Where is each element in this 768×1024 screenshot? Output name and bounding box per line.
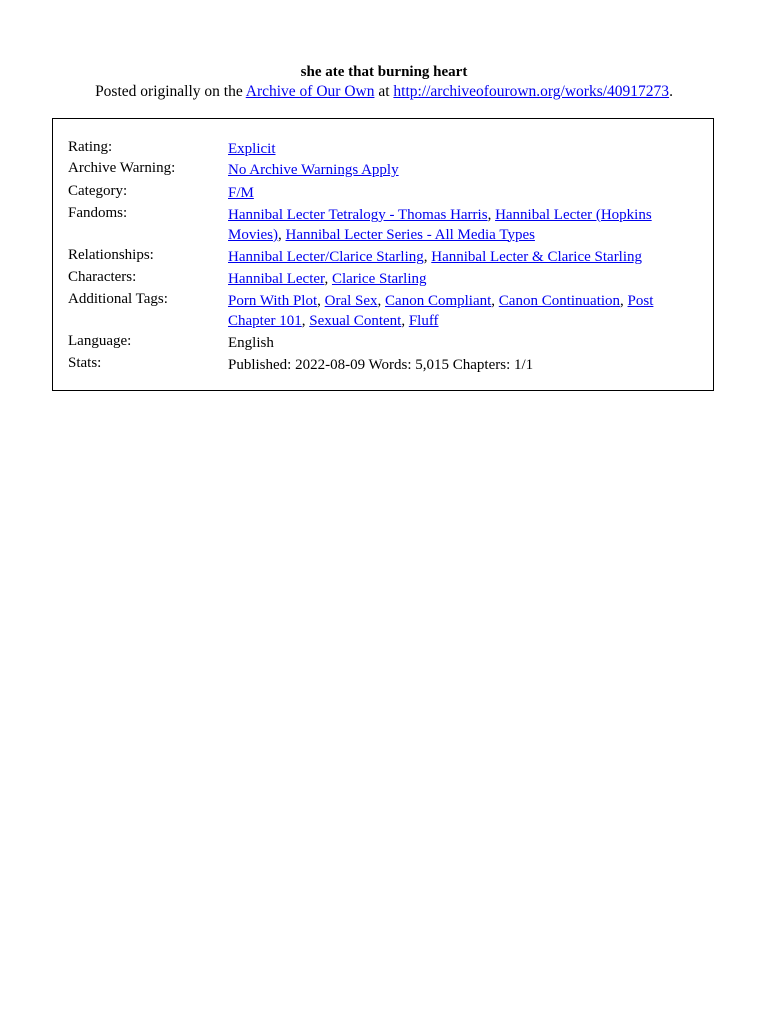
fandom-link[interactable]: Hannibal Lecter (Hopkins Movies) — [228, 207, 652, 243]
fandoms-label: Fandoms: — [68, 205, 128, 221]
category-label: Category: — [68, 183, 128, 199]
tags-label: Additional Tags: — [68, 291, 168, 307]
category-value — [228, 184, 698, 204]
header — [0, 62, 768, 102]
tag-link[interactable]: Canon Compliant — [385, 293, 492, 309]
characters-value: Hannibal Lecter, Clarice Starling — [228, 271, 427, 287]
stats-value: Published: 2022-08-09 Words: 5,015 Chapters: 1/1 — [228, 357, 534, 373]
tag-link[interactable]: Canon Continuation — [498, 293, 621, 309]
tag-link[interactable]: Sexual Content — [309, 312, 402, 329]
warning-value — [228, 161, 698, 181]
tag-link[interactable]: Post Chapter 101 — [228, 293, 654, 329]
language-value: English — [228, 335, 274, 351]
tags-value: Porn With Plot, Oral Sex, Canon Compliant, Canon Continuation, Post Chapter 101, Sexual Content, Fluff — [228, 293, 654, 329]
work-title: she ate that burning heart — [300, 64, 468, 80]
warning-link[interactable]: No Archive Warnings Apply — [228, 162, 399, 178]
posted-prefix: Posted originally on the — [95, 83, 246, 100]
warning-label: Archive Warning: — [68, 160, 176, 176]
rating-label: Rating: — [68, 139, 113, 155]
language-label: Language: — [68, 333, 132, 349]
relationship-link[interactable]: Hannibal Lecter/Clarice Starling — [228, 249, 424, 265]
fandom-link[interactable]: Hannibal Lecter Series - All Media Types — [285, 226, 535, 243]
relationship-link[interactable]: Hannibal Lecter & Clarice Starling — [431, 249, 643, 265]
rating-value — [228, 140, 698, 160]
posted-suffix: . — [669, 83, 673, 100]
relationships-value: Hannibal Lecter/Clarice Starling, Hannibal Lecter & Clarice Starling — [228, 249, 643, 265]
category-link[interactable]: F/M — [228, 185, 254, 201]
posted-line — [0, 82, 768, 102]
posted-middle: at — [374, 83, 394, 100]
metadata-box — [52, 118, 714, 391]
tag-link[interactable]: Oral Sex — [324, 293, 378, 309]
work-url-link[interactable]: http://archiveofourown.org/works/40917273 — [393, 83, 670, 100]
tag-link[interactable]: Fluff — [408, 312, 439, 329]
character-link[interactable]: Hannibal Lecter — [228, 271, 325, 287]
fandoms-value: Hannibal Lecter Tetralogy - Thomas Harris, Hannibal Lecter (Hopkins Movies), Hannibal Lecter Series - All Media Types — [228, 207, 652, 243]
stats-label: Stats: — [68, 355, 102, 371]
rating-link[interactable]: Explicit — [228, 141, 276, 157]
characters-label: Characters: — [68, 269, 137, 285]
tag-link[interactable]: Porn With Plot — [228, 293, 318, 309]
fandom-link[interactable]: Hannibal Lecter Tetralogy - Thomas Harris — [228, 207, 488, 223]
relationships-label: Relationships: — [68, 247, 154, 263]
character-link[interactable]: Clarice Starling — [331, 271, 427, 287]
archive-link[interactable]: Archive of Our Own — [245, 83, 375, 100]
